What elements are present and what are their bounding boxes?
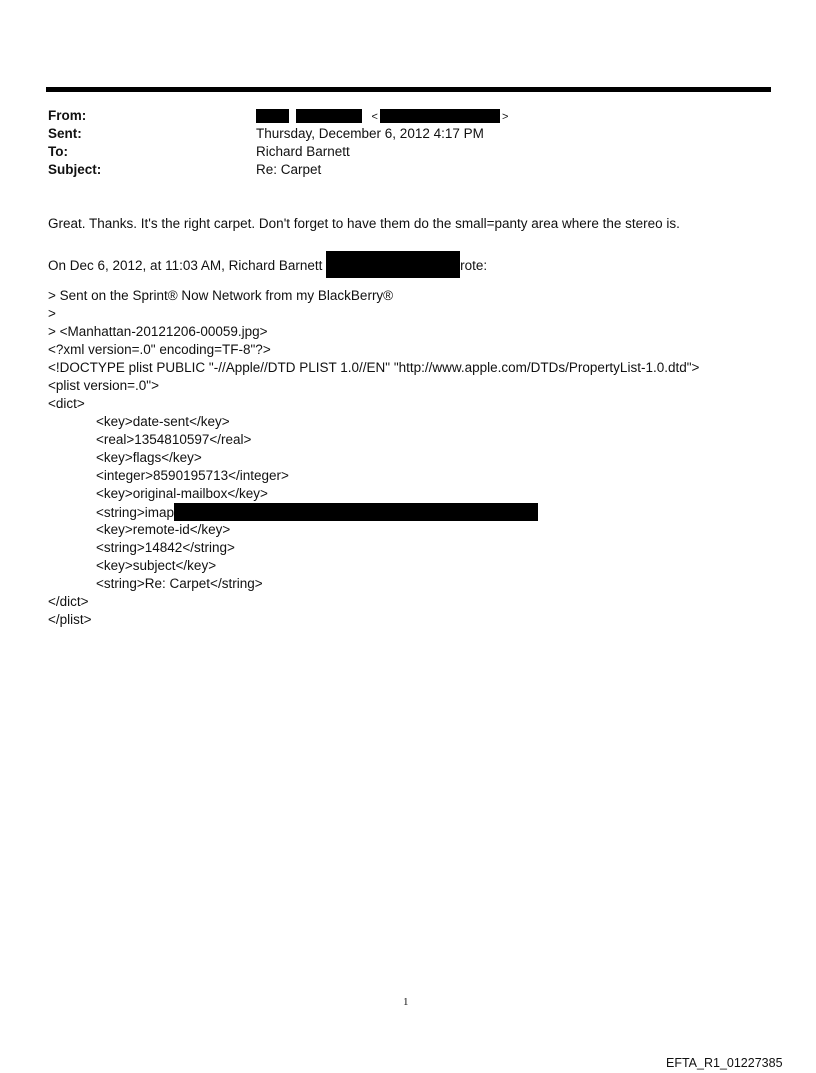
to-value: Richard Barnett [256, 144, 350, 159]
dict-line: <key>remote-id</key> [96, 522, 231, 537]
quote-prefix: On Dec 6, 2012, at 11:03 AM, Richard Barnett [48, 258, 323, 273]
sent-label: Sent: [48, 126, 82, 141]
page-number: 1 [403, 996, 409, 1008]
from-gt: > [501, 111, 509, 123]
dict-line: <key>date-sent</key> [96, 414, 230, 429]
dict-line: <key>original-mailbox</key> [96, 486, 268, 501]
redaction-box [326, 251, 460, 278]
dict-line: <string>imap [96, 505, 175, 520]
subject-value: Re: Carpet [256, 162, 322, 177]
quoted-line: <?xml version=.0" encoding=TF-8"?> [48, 342, 271, 357]
bates-number: EFTA_R1_01227385 [666, 1056, 783, 1070]
quoted-line: > Sent on the Sprint® Now Network from my BlackBerry® [48, 288, 394, 303]
quoted-line: <dict> [48, 396, 85, 411]
from-value [256, 107, 508, 126]
redaction-box [380, 109, 500, 123]
quote-suffix: rote: [460, 258, 488, 273]
dict-line: <real>1354810597</real> [96, 432, 252, 447]
quoted-line: <!DOCTYPE plist PUBLIC "-//Apple//DTD PLIST 1.0//EN" "http://www.apple.com/DTDs/PropertyList-1.0.dtd"> [48, 360, 700, 375]
subject-label: Subject: [48, 162, 102, 177]
dict-line: <string>Re: Carpet</string> [96, 576, 263, 591]
dict-line: <integer>8590195713</integer> [96, 468, 289, 483]
header-rule [46, 87, 771, 92]
sent-value: Thursday, December 6, 2012 4:17 PM [256, 126, 484, 141]
quoted-line: > <Manhattan-20121206-00059.jpg> [48, 324, 268, 339]
redaction-box [296, 109, 362, 123]
to-label: To: [48, 144, 68, 159]
redaction-box [174, 503, 538, 521]
dict-line: <key>subject</key> [96, 558, 217, 573]
message-text: Great. Thanks. It's the right carpet. Don't forget to have them do the small=panty area where the stereo is. [48, 216, 680, 231]
quoted-line: <plist version=.0"> [48, 378, 159, 393]
redaction-box [256, 109, 289, 123]
quote-attribution [48, 251, 487, 278]
close-line: </plist> [48, 612, 92, 627]
dict-line-imap [96, 503, 538, 522]
quoted-line: > [48, 306, 56, 321]
close-line: </dict> [48, 594, 89, 609]
from-label: From: [48, 108, 87, 123]
dict-line: <string>14842</string> [96, 540, 235, 555]
dict-line: <key>flags</key> [96, 450, 202, 465]
from-lt: < [371, 111, 378, 123]
